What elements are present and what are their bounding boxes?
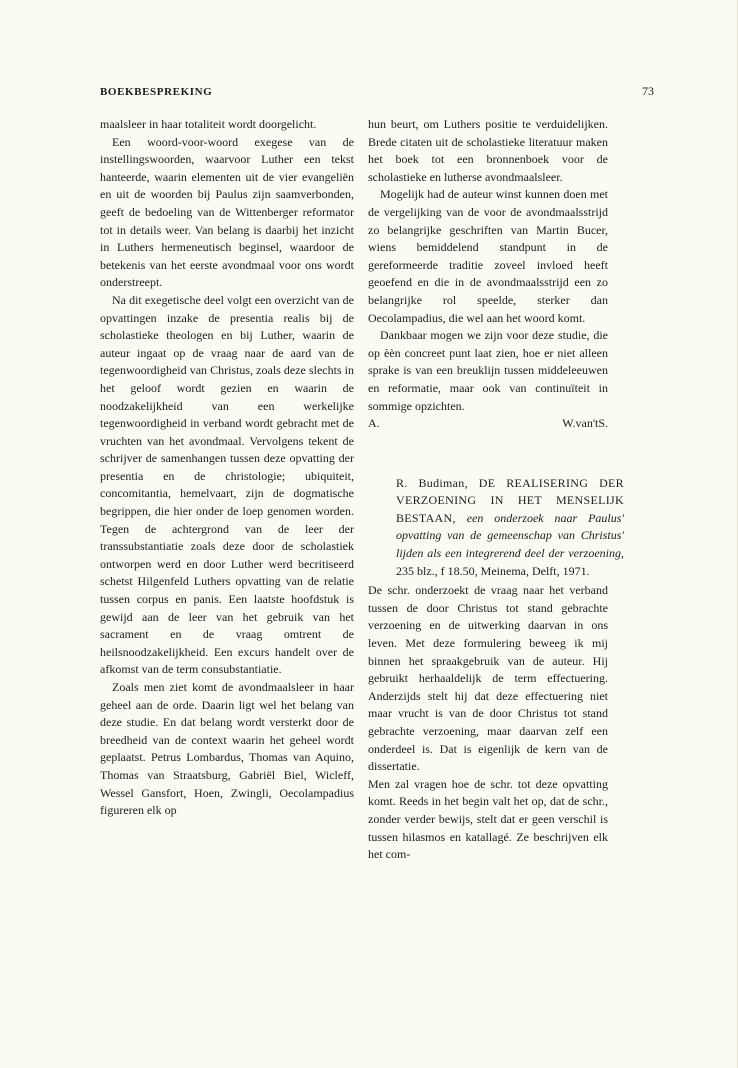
review-book-author-title: R. Budiman, DE REALISERING DER VERZOENING IN HET MENSELIJK BESTAAN, — [396, 475, 624, 525]
paragraph: Na dit exegetische deel volgt een overzicht van de opvattingen inzake de presentia realis bij de scholastieke theologen en bij Luther, waarin de auteur ingaat op de vraag naar de aard van de tegenwoordigheid van Christus, zoals deze slechts in het geloof wordt gezien en waarin de noodzakelijkheid van een werkelijke tegenwoordigheid in verband wordt gebracht met de vruchten van het avondmaal. Vervolgens tekent de schrijver de samenhangen tussen deze opvatting der presentia en de christologie; ubiquiteit, concomitantia, hemelvaart, zijn de dogmatische begrippen, die hier onder de loep genomen worden. Tegen de achtergrond van de leer der transsubstantiatie zoals deze door de scholastiek ontworpen werd en door Luther werd becritiseerd schetst Hilgenfeld Luthers opvatting van de relatie tussen corpus en panis. Een laatste hoofdstuk is gewijd aan de leer van het gebruik van het sacrament en de vraag omtrent de heilsnoodzakelijkheid. Een excurs handelt over de afkomst van de term consubstantiatie. — [100, 292, 354, 677]
paragraph: maalsleer in haar totaliteit wordt doorgelicht. — [100, 117, 317, 131]
paragraph: Men zal vragen hoe de schr. tot deze opvatting komt. Reeds in het begin valt het op, dat de schr., zonder verder bewijs, stelt dat er geen verschil is tussen hilasmos en katallagé. Ze beschrijven elk het com- — [368, 776, 608, 862]
review-book-heading — [396, 475, 624, 581]
paragraph: hun beurt, om Luthers positie te verduidelijken. Brede citaten uit de scholastieke literatuur maken het boek tot een bronnenboek voor de scholastieke en lutherse avondmaalsleer. — [368, 117, 608, 184]
page-number: 73 — [642, 84, 654, 98]
review-book-subtitle: een onderzoek naar Paulus' opvatting van de gemeenschap van Christus' lijden als een integrerend deel der verzoening, — [396, 510, 624, 561]
signature-reviewer: W.van'tS. — [562, 416, 608, 431]
signature-initial: A. — [368, 416, 380, 431]
paragraph: Mogelijk had de auteur winst kunnen doen met de vergelijking van de voor de avondmaalsstrijd zo belangrijke geschriften van Martin Bucer, wiens bemiddelend standpunt in de gereformeerde traditie zoveel invloed heeft geoefend en die in de avondmaalsstrijd een zo belangrijke rol speelde, sterker dan Oecolampadius, die wel aan het woord komt. — [368, 187, 608, 325]
paragraph: De schr. onderzoekt de vraag naar het verband tussen de door Christus tot stand gebrachte verzoening en de uitwerking daarvan in ons leven. Met deze formulering beweeg ik mij binnen het spraakgebruik van de auteur. Hij gebruikt herhaaldelijk de term effectuering. Anderzijds stelt hij dat deze effectuering niet maar vrucht is van de door Christus tot stand gebrachte verzoening, maar daarvan zelf een onderdeel is. Dat is eigenlijk de kern van de dissertatie. — [368, 583, 608, 774]
right-column — [356, 116, 652, 864]
paragraph: Dankbaar mogen we zijn voor deze studie, die op èèn concreet punt laat zien, hoe er niet alleen sprake is van een breuklijn tussen middeleeuwen en reformatie, maar ook van continuïteit in sommige opzichten. — [368, 328, 608, 413]
review-signature — [368, 415, 608, 433]
running-title: BOEKBESPREKING — [100, 86, 213, 98]
paragraph: Zoals men ziet komt de avondmaalsleer in haar geheel aan de orde. Daarin ligt wel het belang van deze studie. En dat belang wordt versterkt door de breedheid van de context waarin het geheel wordt geplaatst. Petrus Lombardus, Thomas van Aquino, Thomas van Straatsburg, Gabriël Biel, Wicleff, Wessel Gansfort, Hoen, Zwingli, Oecolampadius figureren elk op — [100, 680, 354, 818]
left-column — [100, 116, 354, 820]
review-book-details: 235 blz., f 18.50, Meinema, Delft, 1971. — [396, 563, 590, 578]
paragraph: Een woord-voor-woord exegese van de instellingswoorden, waarvoor Luther een tekst hanteerde, waarin elementen uit de vier evangeliën en uit de woorden bij Paulus zijn saamverbonden, geeft de bedoeling van de Wittenberger reformator tot in details weer. Van belang is daarbij het inzicht in Luthers hermeneutisch beginsel, waardoor de betekenis van het eerste avondmaal voor ons wordt onderstreept. — [100, 134, 354, 290]
